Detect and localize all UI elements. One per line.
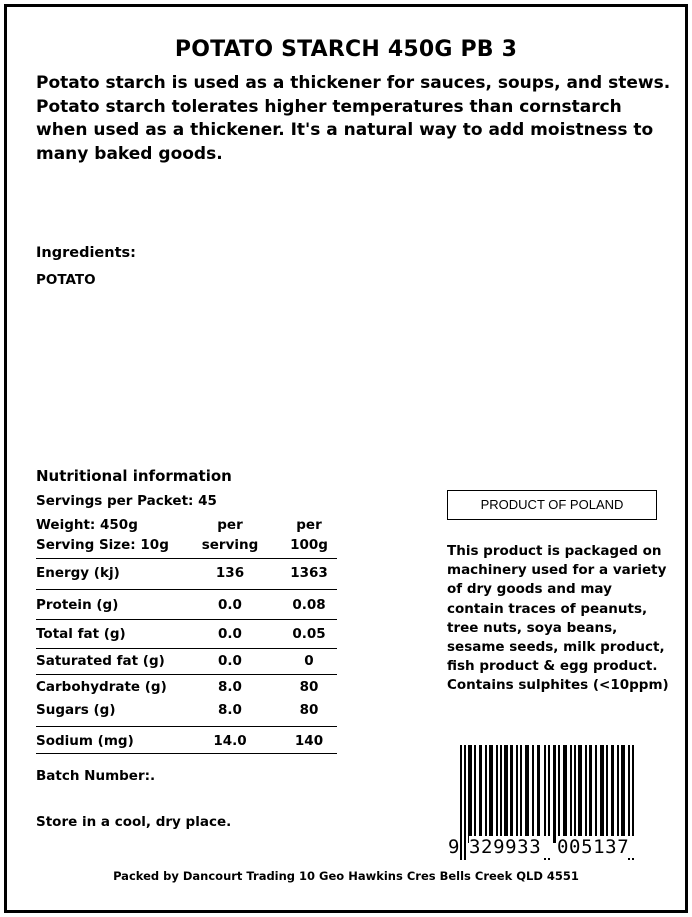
table-divider bbox=[36, 648, 337, 649]
row-label: Total fat (g) bbox=[36, 626, 126, 642]
row-per-serving: 0.0 bbox=[218, 626, 242, 642]
table-divider bbox=[36, 753, 337, 754]
packer-footer: Packed by Dancourt Trading 10 Geo Hawkins Cres Bells Creek QLD 4551 bbox=[113, 869, 579, 883]
row-per-serving: 136 bbox=[215, 565, 245, 581]
row-per-100g: 0.08 bbox=[292, 597, 326, 613]
product-title: POTATO STARCH 450G PB 3 bbox=[174, 37, 518, 62]
row-per-serving: 8.0 bbox=[218, 679, 242, 695]
row-label: Sugars (g) bbox=[36, 702, 116, 718]
serving-size-label: Serving Size: 10g bbox=[36, 537, 169, 553]
row-per-100g: 140 bbox=[294, 733, 324, 749]
row-label: Carbohydrate (g) bbox=[36, 679, 167, 695]
col-header-per-serving-2: serving bbox=[201, 537, 259, 553]
table-divider bbox=[36, 619, 337, 620]
col-header-per-serving-1: per bbox=[217, 517, 243, 533]
row-per-100g: 0.05 bbox=[292, 626, 326, 642]
col-header-per-100g-2: 100g bbox=[290, 537, 328, 553]
table-divider bbox=[36, 674, 337, 675]
row-per-serving: 14.0 bbox=[213, 733, 247, 749]
barcode-first-digit: 9 bbox=[448, 836, 460, 858]
servings-per-packet: Servings per Packet: 45 bbox=[36, 493, 217, 509]
row-per-serving: 8.0 bbox=[218, 702, 242, 718]
table-divider bbox=[36, 726, 337, 727]
ingredients-heading: Ingredients: bbox=[36, 245, 136, 261]
table-divider bbox=[36, 589, 337, 590]
row-per-100g: 80 bbox=[299, 702, 319, 718]
ingredients-value: POTATO bbox=[36, 272, 96, 288]
barcode-left-digits: 329933 bbox=[469, 836, 551, 858]
row-per-serving: 0.0 bbox=[218, 597, 242, 613]
row-label: Protein (g) bbox=[36, 597, 119, 613]
row-label: Sodium (mg) bbox=[36, 733, 134, 749]
storage-instructions: Store in a cool, dry place. bbox=[36, 814, 232, 830]
row-label: Saturated fat (g) bbox=[36, 653, 165, 669]
allergen-notice: This product is packaged on machinery used for a variety of dry goods and may contain traces of peanuts, tree nuts, soya beans, sesame seeds, milk product, fish product & egg product. Contains sulphites (<10ppm) bbox=[447, 543, 669, 694]
row-per-serving: 0.0 bbox=[218, 653, 242, 669]
table-divider bbox=[36, 558, 337, 559]
row-label: Energy (kj) bbox=[36, 565, 120, 581]
nutrition-heading: Nutritional information bbox=[36, 467, 232, 485]
barcode-right-digits: 005137 bbox=[557, 836, 639, 858]
weight-label: Weight: 450g bbox=[36, 517, 138, 533]
row-per-100g: 1363 bbox=[290, 565, 328, 581]
col-header-per-100g-1: per bbox=[296, 517, 322, 533]
origin-box: PRODUCT OF POLAND bbox=[447, 490, 657, 520]
batch-number: Batch Number:. bbox=[36, 768, 156, 784]
product-description: Potato starch is used as a thickener for sauces, soups, and stews. Potato starch tolerates higher temperatures than cornstarch when used as a thickener. It's a natural way to add moistness to many baked goods. bbox=[36, 73, 671, 164]
row-per-100g: 80 bbox=[299, 679, 319, 695]
row-per-100g: 0 bbox=[304, 653, 314, 669]
